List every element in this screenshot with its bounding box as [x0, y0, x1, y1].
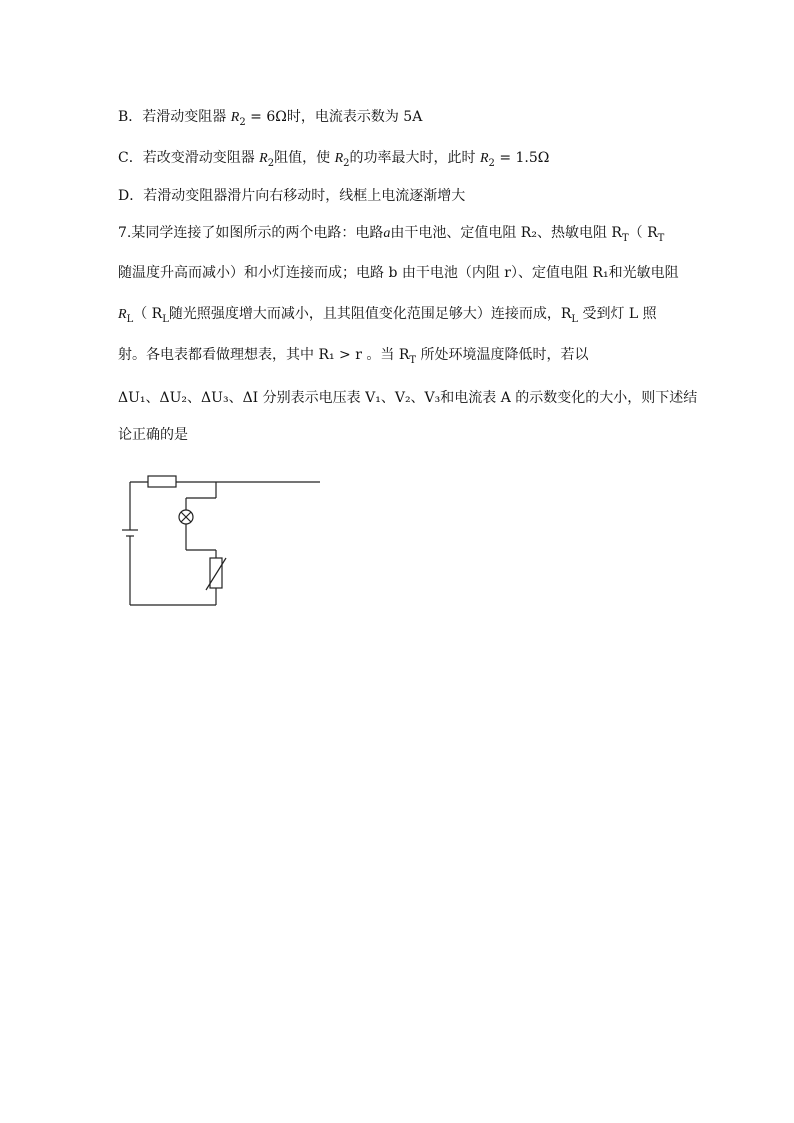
circuit-diagram [110, 450, 350, 640]
option-b: B．若滑动变阻器 $R_2 = 6\Omega$时，电流表示数为 5A [118, 109, 423, 128]
q7-line-6: 论正确的是 [118, 427, 188, 443]
q7-line-4: 射。各电表都看做理想表，其中 R₁ > r 。当 $R_T$ 所处环境温度降低时，若以 [118, 347, 589, 366]
option-c: C．若改变滑动变阻器 $R_2$阻值，使 $R_2$的功率最大时，此时 $R_2 = 1.5\Omega$ [118, 150, 550, 169]
q7-line-1: 7.某同学连接了如图所示的两个电路：电路a由干电池、定值电阻 R₂、热敏电阻 $R_T$（ $R_T$ [118, 225, 665, 244]
q7-line-5: ΔU₁、ΔU₂、ΔU₃、ΔI 分别表示电压表 V₁、V₂、V₃和电流表 A 的示数变化的大小，则下述结 [118, 390, 698, 406]
resistor-r2 [148, 476, 176, 487]
q7-line-2: 随温度升高而减小）和小灯连接而成；电路 b 由干电池（内阻 r）、定值电阻 R₁和光敏电阻 [118, 265, 679, 281]
q7-line-3: $R_L$（ $R_L$随光照强度增大而减小，且其阻值变化范围足够大）连接而成，$R_L$ 受到灯 L 照 [118, 306, 657, 325]
option-d: D．若滑动变阻器滑片向右移动时，线框上电流逐渐增大 [118, 188, 466, 204]
